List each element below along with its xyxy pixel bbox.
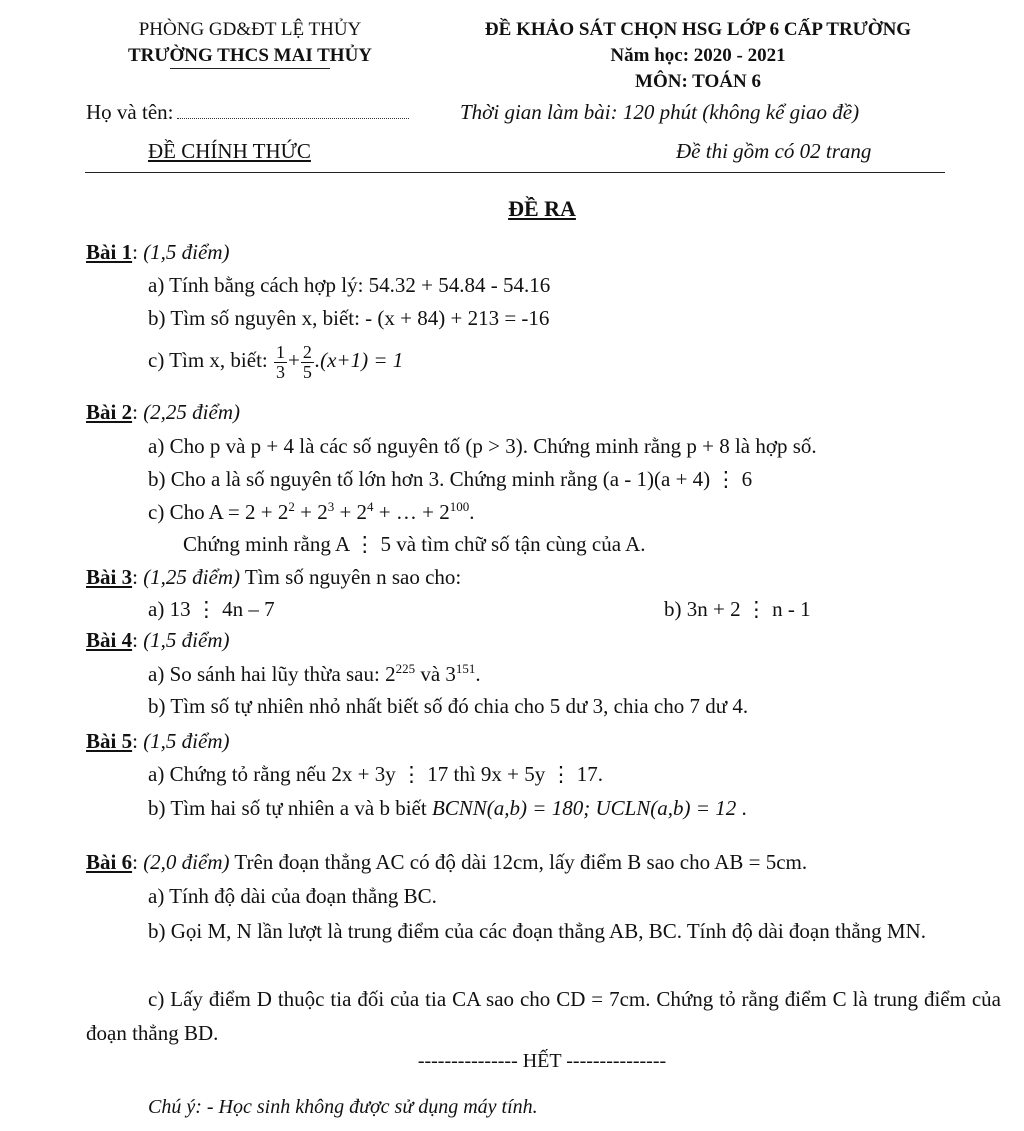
bai6-intro: Trên đoạn thẳng AC có độ dài 12cm, lấy điểm B sao cho AB = 5cm. bbox=[229, 850, 808, 874]
bai4-points: (1,5 điểm) bbox=[143, 628, 230, 652]
fraction-2-5: $\frac{2}{5}$ bbox=[302, 341, 312, 382]
bai2-title: Bài 2 bbox=[86, 400, 133, 424]
section-title: ĐỀ RA bbox=[508, 196, 576, 221]
page-count: Đề thi gồm có 02 trang bbox=[676, 139, 872, 163]
bai3-points: (1,25 điểm) bbox=[143, 565, 240, 589]
bai3-intro: Tìm số nguyên n sao cho: bbox=[240, 565, 462, 589]
bai6-c: c) Lấy điểm D thuộc tia đối của tia CA sao cho CD = 7cm. Chứng tỏ rằng điểm C là trung điểm của đoạn thẳng BD. bbox=[86, 987, 1001, 1045]
bai1-points: (1,5 điểm) bbox=[143, 240, 230, 264]
bai5-b: b) Tìm hai số tự nhiên a và b biết BCNN(a,b) = 180; UCLN(a,b) = 12 . bbox=[148, 796, 747, 820]
bai1-b: b) Tìm số nguyên x, biết: - (x + 84) + 213 = -16 bbox=[148, 306, 550, 330]
bai6-points: (2,0 điểm) bbox=[143, 850, 230, 874]
bai2-points: (2,25 điểm) bbox=[143, 400, 240, 424]
bai1-c-prefix: c) Tìm x, biết: bbox=[148, 348, 268, 372]
school-name: TRƯỜNG THCS MAI THỦY bbox=[127, 45, 373, 66]
bai3-b: b) 3n + 2 ⋮ n - 1 bbox=[664, 597, 811, 621]
bai1-title: Bài 1 bbox=[86, 240, 133, 264]
bai6-heading: Bài 6: (2,0 điểm) Trên đoạn thẳng AC có độ dài 12cm, lấy điểm B sao cho AB = 5cm. bbox=[86, 850, 808, 874]
official-label: ĐỀ CHÍNH THỨC bbox=[148, 139, 311, 163]
bai1-c: c) Tìm x, biết: $\frac{1}{3}$ + $\frac{2}{5}$ .(x+1) = 1 bbox=[148, 341, 404, 382]
exam-title: ĐỀ KHẢO SÁT CHỌN HSG LỚP 6 CẤP TRƯỜNG bbox=[484, 19, 912, 40]
bai5-b-math: BCNN(a,b) = 180; UCLN(a,b) = 12 bbox=[431, 796, 737, 820]
bai2-a: a) Cho p và p + 4 là các số nguyên tố (p > 3). Chứng minh rằng p + 8 là hợp số. bbox=[148, 434, 817, 458]
name-label: Họ và tên: bbox=[86, 100, 174, 124]
bai2-c: c) Cho $A = 2 + 2^2 + 2^3 + 2^4$ + … + $2^{100}$. bbox=[148, 499, 475, 524]
bai2-b: b) Cho a là số nguyên tố lớn hơn 3. Chứng minh rằng (a - 1)(a + 4) ⋮ 6 bbox=[148, 467, 753, 491]
header-rule bbox=[85, 172, 945, 173]
exam-time: Thời gian làm bài: 120 phút (không kể giao đề) bbox=[460, 100, 860, 124]
bai3-a: a) 13 ⋮ 4n – 7 bbox=[148, 597, 275, 621]
bai2-heading: Bài 2: (2,25 điểm) bbox=[86, 400, 240, 424]
dept-name: PHÒNG GD&ĐT LỆ THỦY bbox=[138, 19, 362, 40]
fraction-1-3: $\frac{1}{3}$ bbox=[276, 341, 286, 382]
bai6-b: b) Gọi M, N lần lượt là trung điểm của các đoạn thẳng AB, BC. Tính độ dài đoạn thẳng MN. bbox=[148, 919, 926, 943]
note: Chú ý: - Học sinh không được sử dụng máy tính. bbox=[148, 1096, 538, 1118]
bai3-title: Bài 3 bbox=[86, 565, 133, 589]
bai5-points: (1,5 điểm) bbox=[143, 729, 230, 753]
bai1-a: a) Tính bằng cách hợp lý: 54.32 + 54.84 - 54.16 bbox=[148, 273, 551, 297]
bai4-a: a) So sánh hai lũy thừa sau: $2^{225}$ và $3^{151}$. bbox=[148, 661, 481, 686]
bai3-heading: Bài 3: (1,25 điểm) Tìm số nguyên n sao cho: bbox=[86, 565, 462, 589]
bai4-heading: Bài 4: (1,5 điểm) bbox=[86, 628, 230, 652]
subject: MÔN: TOÁN 6 bbox=[635, 71, 761, 92]
bai4-b: b) Tìm số tự nhiên nhỏ nhất biết số đó chia cho 5 dư 3, chia cho 7 dư 4. bbox=[148, 694, 749, 718]
bai2-c-line2: Chứng minh rằng A ⋮ 5 và tìm chữ số tận cùng của A. bbox=[183, 532, 646, 556]
school-underline bbox=[170, 68, 330, 69]
end-mark: --------------- HẾT --------------- bbox=[417, 1050, 667, 1072]
bai5-title: Bài 5 bbox=[86, 729, 133, 753]
school-year: Năm học: 2020 - 2021 bbox=[610, 45, 786, 66]
name-dots bbox=[177, 118, 409, 119]
bai6-a: a) Tính độ dài của đoạn thẳng BC. bbox=[148, 884, 437, 908]
bai5-heading: Bài 5: (1,5 điểm) bbox=[86, 729, 230, 753]
bai1-c-suffix: .(x+1) = 1 bbox=[314, 348, 404, 372]
bai1-heading: Bài 1: (1,5 điểm) bbox=[86, 240, 230, 264]
bai4-title: Bài 4 bbox=[86, 628, 133, 652]
bai5-a: a) Chứng tỏ rằng nếu 2x + 3y ⋮ 17 thì 9x + 5y ⋮ 17. bbox=[148, 762, 604, 786]
name-line bbox=[86, 100, 409, 125]
bai6-title: Bài 6 bbox=[86, 850, 133, 874]
